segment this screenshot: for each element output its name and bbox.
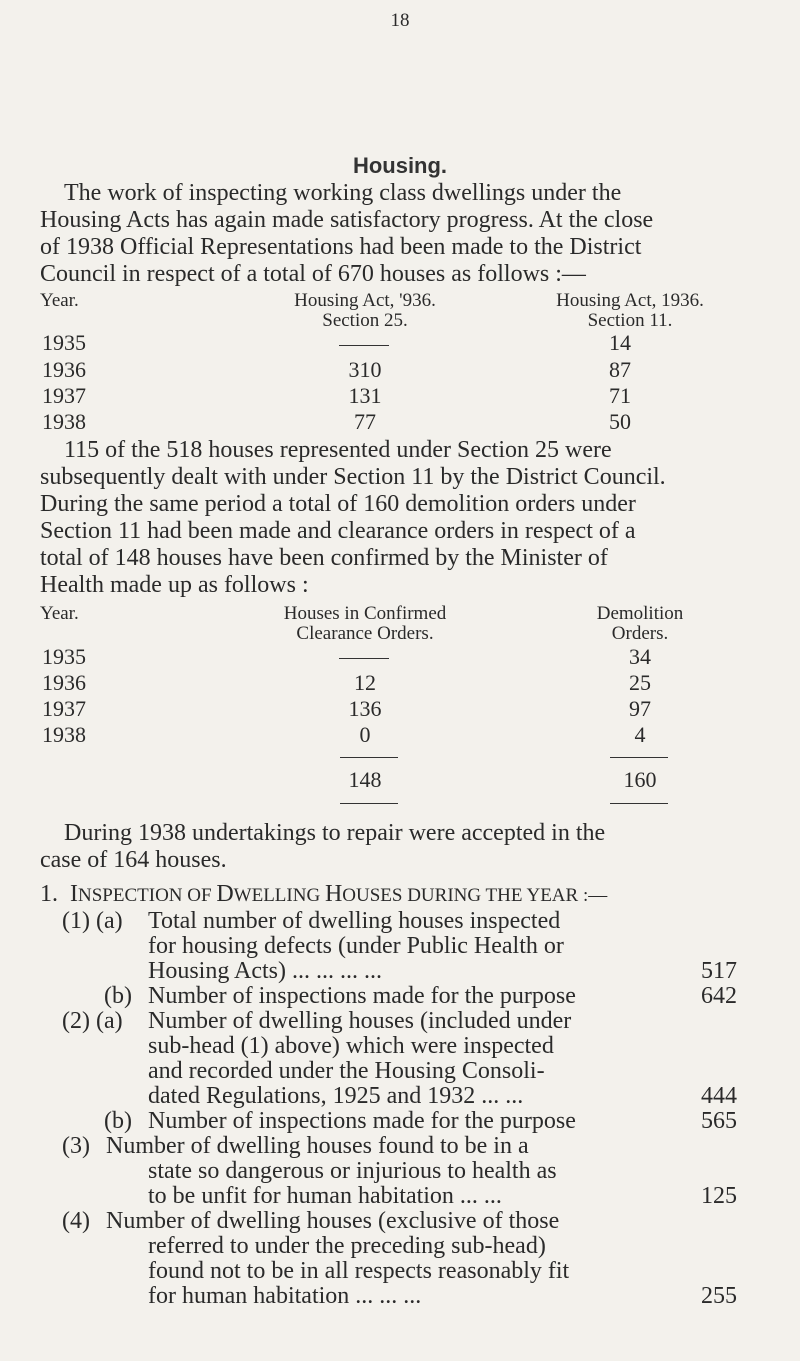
table2-demolition-value: 34 <box>629 644 651 669</box>
table2-clearance-value: 12 <box>354 670 376 695</box>
table1-section25-value: 310 <box>348 357 382 382</box>
item-line: to be unfit for human habitation ... ... <box>148 1183 502 1209</box>
table1-year: 1936 <box>42 357 86 382</box>
item-line: Number of dwelling houses (exclusive of those <box>106 1208 560 1234</box>
para-line: subsequently dealt with under Section 11 by the District Council. <box>40 464 666 490</box>
header-line: Section 11. <box>587 310 673 331</box>
page-heading: Housing. <box>352 153 448 178</box>
item-value: 517 <box>701 958 737 984</box>
item-value: 642 <box>701 983 737 1009</box>
intro-paragraph <box>40 180 737 288</box>
table1-section11-value: 14 <box>609 330 631 355</box>
table2-header-demolition <box>520 604 760 644</box>
table1-header-year: Year. <box>40 290 79 311</box>
para-line: Health made up as follows : <box>40 572 309 598</box>
title-rest: OUSES DURING THE YEAR :— <box>342 885 608 906</box>
table2-clearance-value: 0 <box>359 722 371 747</box>
item-line: Total number of dwelling houses inspected <box>148 908 561 934</box>
table2-year: 1935 <box>42 644 86 669</box>
title-cap: I <box>70 881 78 907</box>
section-heading <box>40 881 607 909</box>
item-line: Number of inspections made for the purpose <box>148 983 576 1009</box>
table2-total-demolition: 160 <box>623 767 657 792</box>
header-line: Clearance Orders. <box>296 623 434 644</box>
item-value: 255 <box>701 1283 737 1309</box>
total-rule <box>340 803 398 804</box>
total-rule <box>610 803 668 804</box>
total-rule <box>610 757 668 758</box>
item-label: (1) (a) <box>62 908 123 934</box>
table2-year: 1937 <box>42 696 86 721</box>
section-number: 1. <box>40 881 58 907</box>
item-line: sub-head (1) above) which were inspected <box>148 1033 554 1059</box>
item-value: 565 <box>701 1108 737 1134</box>
item-line: referred to under the preceding sub-head) <box>148 1233 546 1259</box>
intro-line: Housing Acts has again made satisfactory progress. At the close <box>40 207 654 233</box>
para-line: case of 164 houses. <box>40 847 227 873</box>
table2-total-clearance: 148 <box>348 767 382 792</box>
item-line: Number of dwelling houses (included under <box>148 1008 572 1034</box>
table2-nil-dash <box>339 658 389 659</box>
item-line: for human habitation ... ... ... <box>148 1283 422 1309</box>
table2-year: 1938 <box>42 722 86 747</box>
table1-section11-value: 50 <box>609 409 631 434</box>
item-label: (2) (a) <box>62 1008 123 1034</box>
table2-demolition-value: 4 <box>634 722 646 747</box>
item-line: and recorded under the Housing Consoli- <box>148 1058 545 1084</box>
intro-line: of 1938 Official Representations had been made to the District <box>40 234 642 260</box>
item-line: Housing Acts) ... ... ... ... <box>148 958 382 984</box>
header-line: Section 25. <box>322 310 408 331</box>
header-line: Orders. <box>611 623 669 644</box>
item-line: state so dangerous or injurious to health as <box>148 1158 557 1184</box>
intro-line: Council in respect of a total of 670 houses as follows :— <box>40 261 586 287</box>
intro-line: The work of inspecting working class dwellings under the <box>64 180 622 206</box>
demolition-paragraph <box>40 437 737 599</box>
table2-header-clearance <box>240 604 490 644</box>
para-line: Section 11 had been made and clearance orders in respect of a <box>40 518 636 544</box>
table1-year: 1938 <box>42 409 86 434</box>
title-rest: NSPECTION OF <box>78 885 217 906</box>
item-label: (b) <box>104 983 132 1009</box>
header-line: Housing Act, 1936. <box>556 290 704 311</box>
table2-demolition-value: 25 <box>629 670 651 695</box>
title-rest: WELLING <box>233 885 325 906</box>
table1-section11-value: 71 <box>609 383 631 408</box>
table2-demolition-value: 97 <box>629 696 651 721</box>
header-line: Demolition <box>596 603 684 624</box>
item-value: 125 <box>701 1183 737 1209</box>
table1-year: 1935 <box>42 330 86 355</box>
table2-clearance-value: 136 <box>348 696 382 721</box>
table1-nil-dash <box>339 345 389 346</box>
table2-header-year: Year. <box>40 603 79 624</box>
table1-section25-value: 77 <box>354 409 376 434</box>
item-label: (b) <box>104 1108 132 1134</box>
item-value: 444 <box>701 1083 737 1109</box>
header-line: Houses in Confirmed <box>283 603 447 624</box>
title-cap: D <box>216 881 234 907</box>
para-line: 115 of the 518 houses represented under Section 25 were <box>64 437 612 463</box>
header-line: Housing Act, '936. <box>294 290 436 311</box>
item-line: for housing defects (under Public Health or <box>148 933 564 959</box>
item-line: Number of dwelling houses found to be in a <box>106 1133 529 1159</box>
repairs-paragraph <box>40 820 737 874</box>
table1-header-section25 <box>240 291 490 331</box>
para-line: During 1938 undertakings to repair were accepted in the <box>64 820 606 846</box>
item-label: (4) <box>62 1208 90 1234</box>
table1-year: 1937 <box>42 383 86 408</box>
page-number: 18 <box>390 10 410 31</box>
title-cap: H <box>324 881 343 907</box>
table2-year: 1936 <box>42 670 86 695</box>
item-line: Number of inspections made for the purpose <box>148 1108 576 1134</box>
para-line: total of 148 houses have been confirmed by the Minister of <box>40 545 608 571</box>
item-label: (3) <box>62 1133 90 1159</box>
table1-section25-value: 131 <box>348 383 382 408</box>
item-line: found not to be in all respects reasonably fit <box>148 1258 570 1284</box>
table1-header-section11 <box>500 291 760 331</box>
total-rule <box>340 757 398 758</box>
table1-section11-value: 87 <box>609 357 631 382</box>
item-line: dated Regulations, 1925 and 1932 ... ... <box>148 1083 524 1109</box>
para-line: During the same period a total of 160 demolition orders under <box>40 491 636 517</box>
